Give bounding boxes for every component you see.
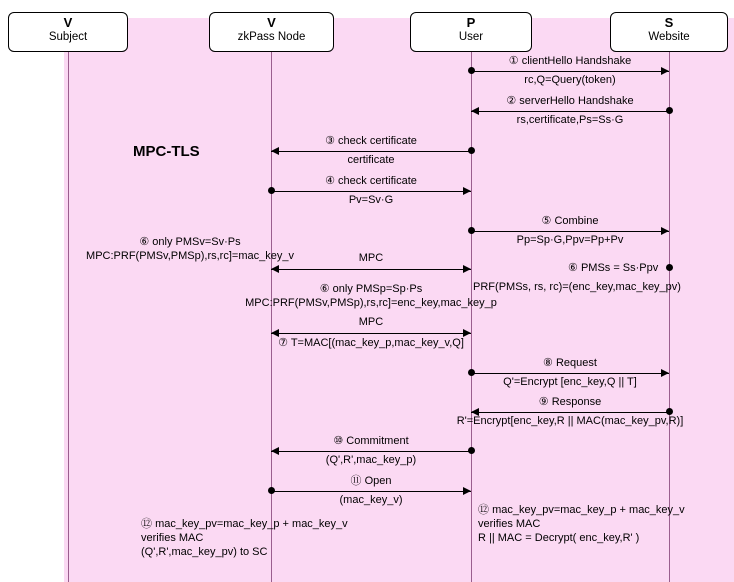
message-3-number: ③: [325, 135, 335, 147]
message-3-title: [325, 135, 417, 148]
actor-user-name: User: [458, 31, 484, 43]
actor-subject: [8, 12, 128, 52]
message-4-origin-dot: [268, 187, 275, 194]
message-3-origin-dot: [468, 147, 475, 154]
message-11-number: ⑪: [350, 475, 362, 487]
message-6s-dot: [666, 264, 673, 271]
message-4-arrowhead: [463, 187, 471, 195]
message-1-title: [509, 55, 631, 68]
message-7-number: ⑦: [278, 337, 288, 349]
lifeline-user: [471, 52, 472, 582]
message-2-arrowhead: [471, 107, 479, 115]
message-1-detail: rc,Q=Query(token): [524, 74, 616, 86]
message-11-arrowhead: [463, 487, 471, 495]
message-6s-title: [568, 262, 658, 275]
message-7-label: T=MAC[(mac_key_p,mac_key_v,Q]: [290, 337, 464, 349]
message-11-origin-dot: [268, 487, 275, 494]
message-10-number: ⑩: [333, 435, 344, 447]
message-9-arrow: [471, 412, 669, 413]
actor-zkpass-node-name: zkPass Node: [237, 31, 306, 43]
message-10-detail: (Q',R',mac_key_p): [325, 454, 417, 466]
message-6p-detail: MPC:PRF(PMSv,PMSp),rs,rc]=enc_key,mac_key_p: [245, 297, 497, 309]
message-12-right-line2: verifies MAC: [478, 518, 541, 530]
message-8-title: [543, 357, 597, 370]
message-6s-label: PMSs = Ss·Ppv: [580, 262, 659, 274]
message-6v-arrow: [271, 269, 471, 270]
actor-user-role: P: [466, 15, 476, 30]
message-6p-title: [320, 283, 423, 296]
message-2-detail: rs,certificate,Ps=Ss·G: [516, 114, 624, 126]
message-6v-arrowhead-left: [271, 265, 279, 273]
message-3-arrow: [271, 151, 471, 152]
actor-website-role: S: [664, 15, 674, 30]
message-2-arrow: [471, 111, 669, 112]
actor-zkpass-node: [209, 12, 334, 52]
message-9-detail: R'=Encrypt[enc_key,R || MAC(mac_key_pv,R)]: [456, 415, 684, 427]
message-6s-number: ⑥: [568, 262, 578, 274]
message-9-origin-dot: [666, 408, 673, 415]
lifeline-zkpass-node: [271, 52, 272, 582]
message-5-origin-dot: [468, 227, 475, 234]
message-5-arrowhead: [661, 227, 669, 235]
actor-subject-name: Subject: [48, 31, 88, 43]
message-8-detail: Q'=Encrypt [enc_key,Q || T]: [503, 376, 637, 388]
message-1-number: ①: [508, 55, 519, 67]
message-12-right-number: ⑫: [478, 504, 489, 516]
message-12-right-line3: R || MAC = Decrypt( enc_key,R' ): [478, 532, 640, 544]
message-6v-detail: MPC:PRF(PMSv,PMSp),rs,rc]=mac_key_v: [86, 250, 294, 262]
message-9-title: [539, 396, 601, 409]
message-4-detail: Pv=Sv·G: [348, 194, 394, 206]
message-6v-label: only PMSv=Sv·Ps: [152, 236, 241, 248]
message-12-right-title: mac_key_pv=mac_key_p + mac_key_v: [492, 504, 685, 516]
section-label-mpc-tls: MPC-TLS: [133, 143, 200, 160]
message-4-arrow: [271, 191, 471, 192]
message-10-origin-dot: [468, 447, 475, 454]
message-11-title: [351, 475, 392, 488]
message-3-detail: certificate: [347, 154, 395, 166]
message-3-label: check certificate: [338, 135, 417, 147]
actor-website-name: Website: [648, 31, 690, 43]
message-10-title: [333, 435, 408, 448]
message-2-label: serverHello Handshake: [519, 95, 634, 107]
message-9-label: Response: [551, 396, 602, 408]
message-12-left-block: [141, 517, 348, 559]
message-1-arrowhead: [661, 67, 669, 75]
message-2-origin-dot: [666, 107, 673, 114]
message-4-label: check certificate: [338, 175, 417, 187]
message-1-label: clientHello Handshake: [521, 55, 632, 67]
message-10-label: Commitment: [346, 435, 409, 447]
message-5-detail: Pp=Sp·G,Ppv=Pp+Pv: [516, 234, 624, 246]
message-5-arrow: [471, 231, 669, 232]
message-11-label: Open: [364, 475, 392, 487]
message-6p-arrowhead-right: [463, 329, 471, 337]
actor-zkpass-node-role: V: [267, 15, 276, 30]
message-6v-number: ⑥: [139, 236, 150, 248]
message-8-arrow: [471, 373, 669, 374]
message-8-number: ⑧: [543, 357, 553, 369]
message-2-title: [506, 95, 633, 108]
message-5-label: Combine: [554, 215, 599, 227]
message-5-title: [542, 215, 599, 228]
message-2-number: ②: [506, 95, 517, 107]
message-8-label: Request: [555, 357, 597, 369]
message-8-arrowhead: [661, 369, 669, 377]
message-12-right-line1: [478, 503, 685, 517]
message-6v-arrowhead-right: [463, 265, 471, 273]
actor-website: [610, 12, 728, 52]
message-4-title: [325, 175, 417, 188]
message-12-left-line1: [141, 517, 348, 531]
message-11-detail: (mac_key_v): [339, 494, 403, 506]
message-10-arrowhead: [271, 447, 279, 455]
message-12-left-line3: (Q',R',mac_key_pv) to SC: [141, 546, 268, 558]
message-12-left-title: mac_key_pv=mac_key_p + mac_key_v: [155, 518, 348, 530]
message-6p-number: ⑥: [319, 283, 330, 295]
actor-subject-role: V: [63, 15, 73, 30]
message-5-number: ⑤: [541, 215, 552, 227]
message-6s-detail: PRF(PMSs, rs, rc)=(enc_key,mac_key_pv): [473, 281, 681, 293]
message-1-origin-dot: [468, 67, 475, 74]
message-12-left-line2: verifies MAC: [141, 532, 204, 544]
message-1-arrow: [471, 71, 669, 72]
message-12-right-block: [478, 503, 685, 545]
message-4-number: ④: [325, 175, 335, 187]
message-11-arrow: [271, 491, 471, 492]
message-6p-mid-label: MPC: [358, 316, 384, 328]
message-10-arrow: [271, 451, 471, 452]
actor-user: [410, 12, 532, 52]
message-8-origin-dot: [468, 369, 475, 376]
message-6p-label: only PMSp=Sp·Ps: [332, 283, 423, 295]
message-12-left-number: ⑫: [141, 518, 152, 530]
message-9-number: ⑨: [538, 396, 549, 408]
message-6p-arrow: [271, 333, 471, 334]
lifeline-subject: [68, 52, 69, 582]
message-6v-title: [139, 236, 240, 249]
message-7-title: [278, 337, 464, 350]
message-6p-arrowhead-left: [271, 329, 279, 337]
message-6v-mid-label: MPC: [358, 252, 384, 264]
message-3-arrowhead: [271, 147, 279, 155]
